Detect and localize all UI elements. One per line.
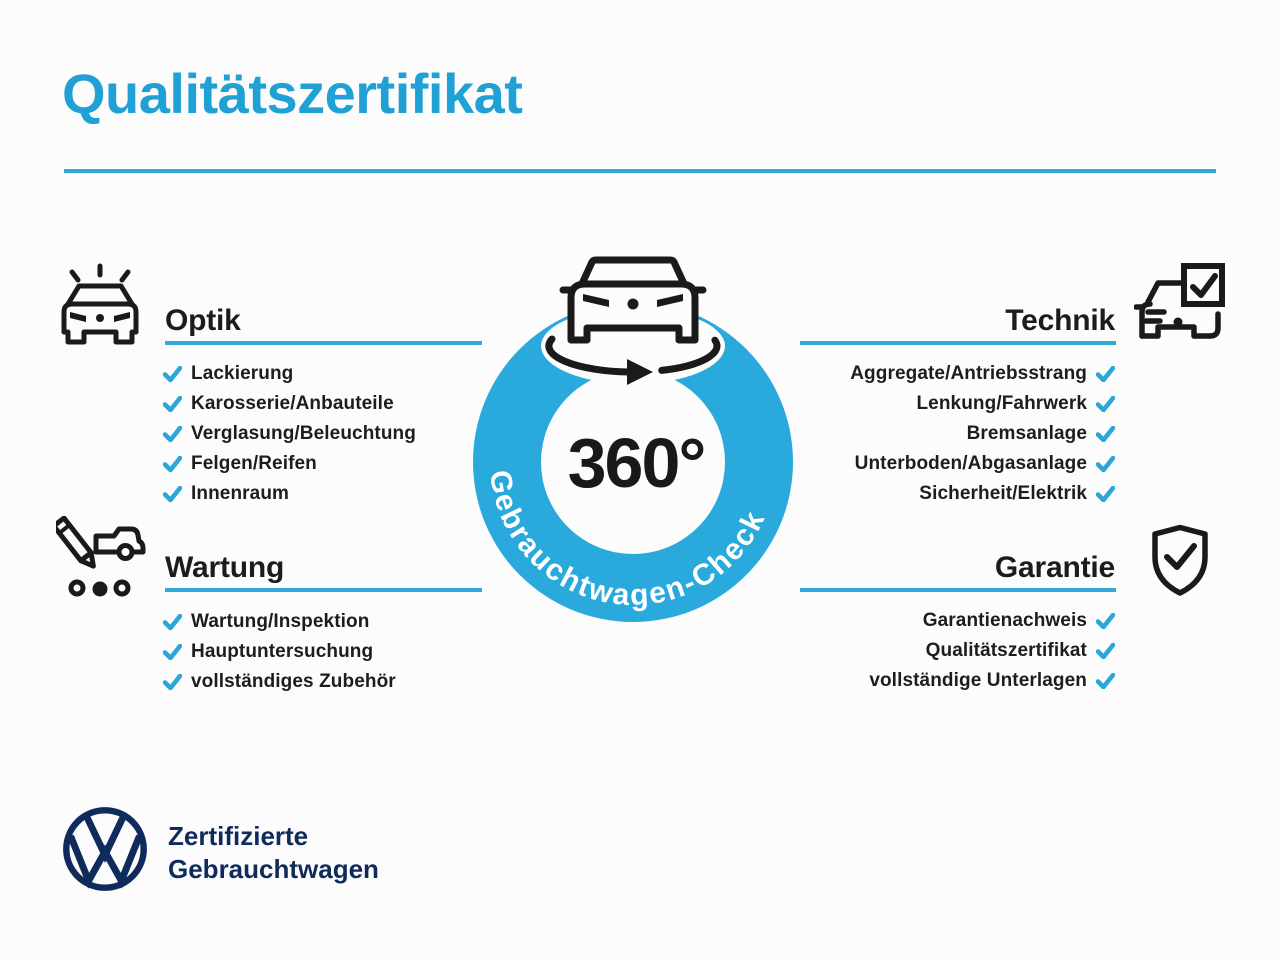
list-item: Lenkung/Fahrwerk bbox=[700, 389, 1115, 419]
list-item: Hauptuntersuchung bbox=[163, 637, 396, 667]
list-item: Felgen/Reifen bbox=[163, 449, 416, 479]
check-icon bbox=[163, 366, 182, 382]
check-icon bbox=[1096, 643, 1115, 659]
list-item: Sicherheit/Elektrik bbox=[700, 479, 1115, 509]
check-icon bbox=[163, 396, 182, 412]
section-title-optik: Optik bbox=[165, 304, 241, 337]
section-divider-garantie bbox=[800, 588, 1116, 592]
check-icon bbox=[1096, 366, 1115, 382]
list-item: vollständiges Zubehör bbox=[163, 667, 396, 697]
section-title-wartung: Wartung bbox=[165, 551, 285, 584]
wartung-checklist bbox=[163, 607, 396, 697]
list-item: Bremsanlage bbox=[700, 419, 1115, 449]
section-divider-wartung bbox=[165, 588, 482, 592]
footer-line1: Zertifizierte bbox=[168, 821, 309, 851]
list-item: vollständige Unterlagen bbox=[700, 666, 1115, 696]
360-check-badge bbox=[463, 248, 803, 628]
check-icon bbox=[163, 674, 182, 690]
pencil-vehicle-checklist-icon bbox=[56, 516, 146, 598]
check-icon bbox=[1096, 673, 1115, 689]
page-title: Qualitätszertifikat bbox=[62, 62, 523, 125]
check-icon bbox=[163, 426, 182, 442]
section-divider-technik bbox=[800, 341, 1116, 345]
check-icon bbox=[163, 644, 182, 660]
vw-logo bbox=[62, 806, 148, 892]
check-icon bbox=[1096, 396, 1115, 412]
list-item: Verglasung/Beleuchtung bbox=[163, 419, 416, 449]
list-item: Qualitätszertifikat bbox=[700, 636, 1115, 666]
check-icon bbox=[1096, 613, 1115, 629]
section-title-technik: Technik bbox=[1005, 304, 1115, 337]
curved-label: Gebrauchtwagen-Check bbox=[482, 467, 772, 613]
section-divider-optik bbox=[165, 341, 482, 345]
title-divider bbox=[64, 169, 1216, 173]
check-icon bbox=[163, 456, 182, 472]
degree-label: 360° bbox=[567, 424, 705, 502]
list-item: Karosserie/Anbauteile bbox=[163, 389, 416, 419]
car-checkbox-icon bbox=[1134, 262, 1226, 350]
list-item: Garantienachweis bbox=[700, 606, 1115, 636]
list-item: Aggregate/Antriebsstrang bbox=[700, 359, 1115, 389]
check-icon bbox=[1096, 456, 1115, 472]
check-icon bbox=[163, 486, 182, 502]
list-item: Innenraum bbox=[163, 479, 416, 509]
check-icon bbox=[163, 614, 182, 630]
list-item: Wartung/Inspektion bbox=[163, 607, 396, 637]
check-icon bbox=[1096, 426, 1115, 442]
list-item: Unterboden/Abgasanlage bbox=[700, 449, 1115, 479]
section-title-garantie: Garantie bbox=[994, 551, 1115, 584]
car-shine-icon bbox=[58, 262, 142, 346]
footer-line2: Gebrauchtwagen bbox=[168, 854, 379, 884]
shield-check-icon bbox=[1150, 524, 1210, 596]
check-icon bbox=[1096, 486, 1115, 502]
footer-wordmark bbox=[168, 820, 379, 886]
list-item: Lackierung bbox=[163, 359, 416, 389]
optik-checklist bbox=[163, 359, 416, 509]
